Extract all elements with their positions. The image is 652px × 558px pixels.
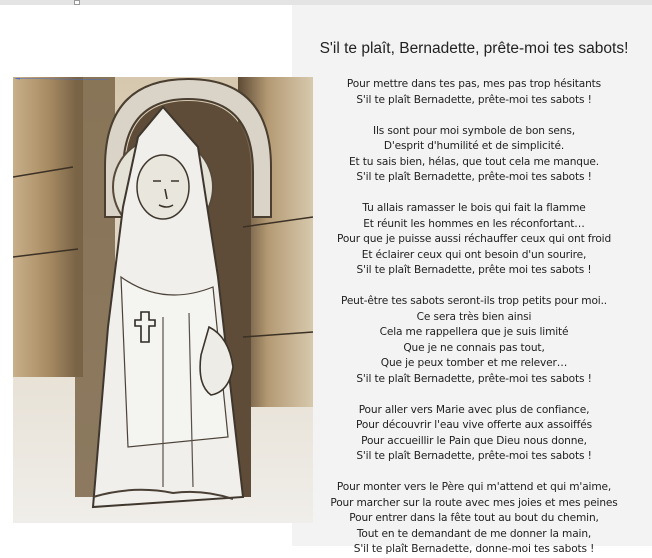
- face: [137, 155, 189, 219]
- statue-photo: [13, 77, 313, 523]
- poem-line: Tout en te demandant de me donner la main,: [356, 527, 592, 540]
- poem-line: Pour mettre dans tes pas, mes pas trop hésitants: [346, 78, 602, 90]
- poem-line: Ils sont pour moi symbole de bon sens,: [373, 124, 575, 137]
- poem-line: Pour entrer dans la fête tout au bout du chemin,: [349, 512, 599, 524]
- poem-line: S'il te plaît Bernadette, prête-moi tes sabots !: [356, 171, 592, 183]
- poem-line: Et éclairer ceux qui ont besoin d'un sourire,: [361, 248, 587, 261]
- stanza: [296, 294, 652, 387]
- poem-line: Pour que je puisse aussi réchauffer ceux qui ont froid: [336, 233, 612, 245]
- stanza: [296, 201, 652, 279]
- poem-line: S'il te plaît Bernadette, prête-moi tes sabots !: [356, 450, 592, 462]
- poem-line: S'il te plaît Bernadette, prête-moi tes sabots !: [356, 372, 592, 385]
- stanza: [296, 124, 652, 186]
- poem-line: Peut-être tes sabots seront-ils trop petits pour moi..: [340, 295, 608, 307]
- poem-line: D'esprit d'humilité et de simplicité.: [383, 140, 565, 152]
- poem-line: Ce sera très bien ainsi: [416, 310, 532, 323]
- poem-line: Pour découvrir l'eau vive offerte aux assoiffés: [356, 419, 592, 431]
- poem-title: S'il te plaît, Bernadette, prête-moi tes sabots!: [319, 40, 629, 57]
- poem-line: S'il te plaît Bernadette, prête moi tes sabots !: [356, 264, 592, 276]
- stanza: [296, 77, 652, 108]
- statue-illustration: [13, 77, 313, 523]
- poem-body: [296, 77, 652, 558]
- poem-line: Pour marcher sur la route avec mes joies et mes peines: [330, 496, 618, 509]
- poem-line: S'il te plaît Bernadette, prête-moi tes sabots !: [356, 93, 592, 106]
- poem-line: Pour aller vers Marie avec plus de confiance,: [358, 403, 590, 416]
- poem-line: Et réunit les hommes en les réconfortant…: [363, 217, 585, 230]
- left-pillar: [13, 77, 83, 377]
- arrow-left-icon: [14, 78, 108, 80]
- stanza: [296, 403, 652, 465]
- poem-line: Tu allais ramasser le bois qui fait la flamme: [362, 202, 586, 214]
- poem-line: Et tu sais bien, hélas, que tout cela me manque.: [348, 155, 600, 168]
- poem-line: S'il te plaît Bernadette, donne-moi tes sabots !: [353, 543, 595, 555]
- poem-line: Pour accueillir le Pain que Dieu nous donne,: [361, 434, 587, 447]
- poem-line: Pour monter vers le Père qui m'attend et qui m'aime,: [336, 481, 612, 493]
- poem-line: Que je peux tomber et me relever…: [380, 357, 568, 369]
- poem-line: Que je ne connais pas tout,: [403, 341, 545, 354]
- poem-line: Cela me rappellera que je suis limité: [379, 326, 569, 338]
